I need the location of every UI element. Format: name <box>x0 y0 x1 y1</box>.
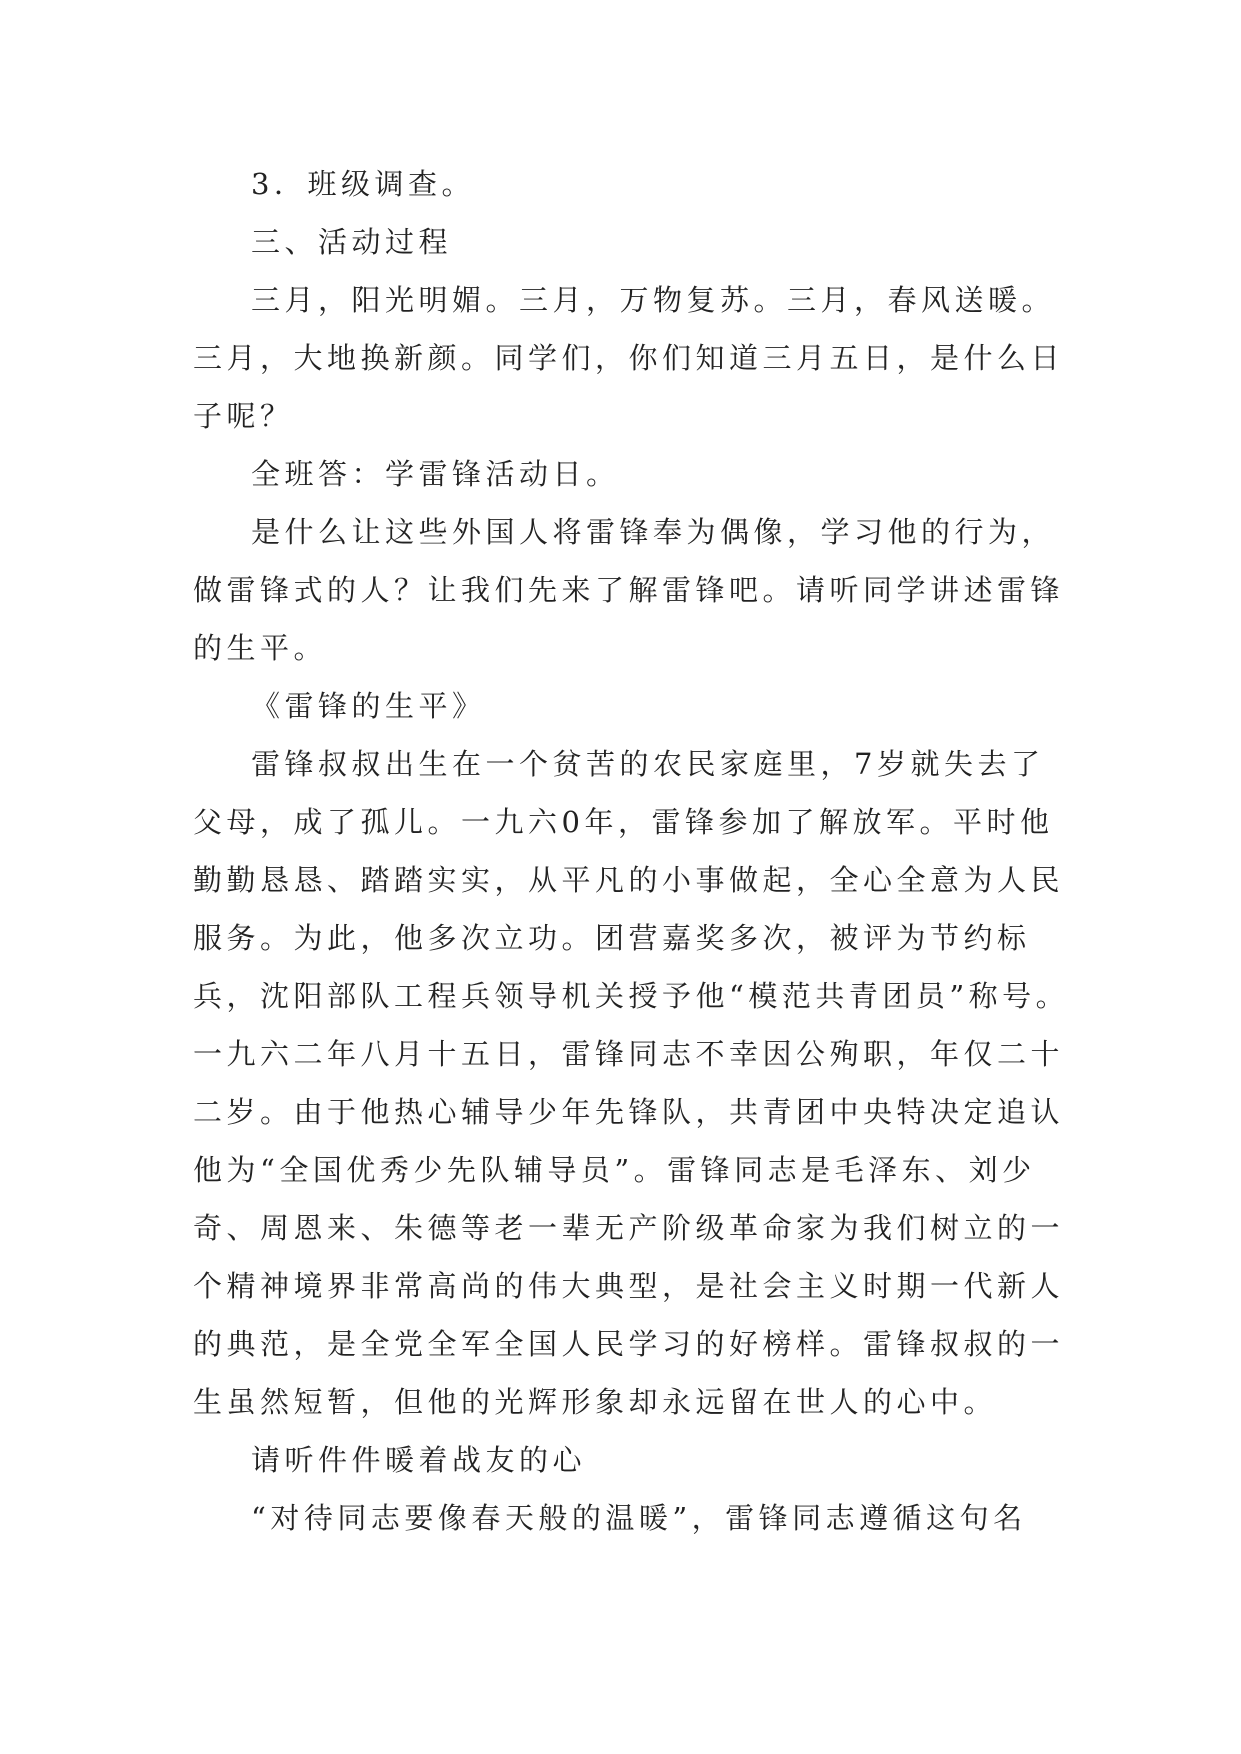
document-body <box>193 155 1073 1547</box>
paragraph-lei-feng-biography: 雷锋叔叔出生在一个贫苦的农民家庭里，7岁就失去了父母，成了孤儿。一九六0年，雷锋参加了解放军。平时他勤勤恳恳、踏踏实实，从平凡的小事做起，全心全意为人民服务。为此，他多次立功。团营嘉奖多次，被评为节约标兵，沈阳部队工程兵领导机关授予他“模范共青团员”称号。一九六二年八月十五日，雷锋同志不幸因公殉职，年仅二十二岁。由于他热心辅导少年先锋队，共青团中央特决定追认他为“全国优秀少先队辅导员”。雷锋同志是毛泽东、刘少奇、周恩来、朱德等老一辈无产阶级革命家为我们树立的一个精神境界非常高尚的伟大典型，是社会主义时期一代新人的典范，是全党全军全国人民学习的好榜样。雷锋叔叔的一生虽然短暂，但他的光辉形象却永远留在世人的心中。 <box>193 747 1070 1419</box>
section-heading-activity-process: 三、活动过程 <box>251 225 453 259</box>
paragraph-march-intro: 三月，阳光明媚。三月，万物复苏。三月，春风送暖。三月，大地换新颜。同学们，你们知道三月五日，是什么日子呢？ <box>193 283 1065 433</box>
subtitle-lei-feng-life: 《雷锋的生平》 <box>251 689 486 723</box>
paragraph-class-survey: 3．班级调查。 <box>251 167 475 201</box>
paragraph-spring-warmth: “对待同志要像春天般的温暖”，雷锋同志遵循这句名 <box>251 1501 1027 1535</box>
paragraph-learn-lei-feng: 是什么让这些外国人将雷锋奉为偶像，学习他的行为，做雷锋式的人？让我们先来了解雷锋吧。请听同学讲述雷锋的生平。 <box>193 515 1065 665</box>
subtitle-warm-comrades: 请听件件暖着战友的心 <box>251 1443 587 1477</box>
paragraph-class-answer: 全班答：学雷锋活动日。 <box>251 457 620 491</box>
